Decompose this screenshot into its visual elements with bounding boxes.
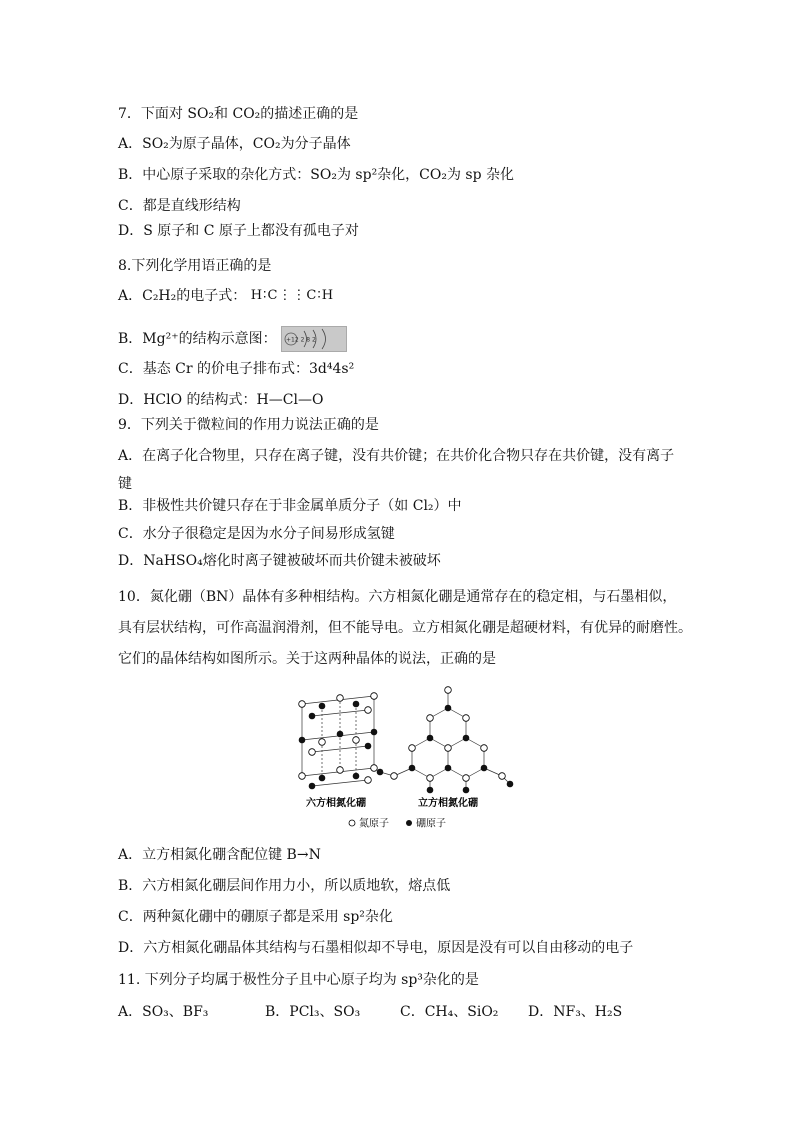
q9-option-a: A．在离子化合物里，只存在离子键，没有共价键；在共价化合物只存在共价键，没有离子键 xyxy=(118,448,675,492)
hex-bn-label: 六方相氮化硼 xyxy=(306,798,366,809)
q9-option-c: C．水分子很稳定是因为水分子间易形成氢键 xyxy=(118,526,395,542)
mg-ion-structure-diagram xyxy=(281,326,347,352)
nitrogen-legend-icon xyxy=(349,820,355,826)
q8-option-b-prefix: B．Mg²⁺的结构示意图： xyxy=(118,331,277,347)
acetylene-electron-formula: H∶C⋮⋮C∶H xyxy=(250,288,335,303)
q10-stem-line1: 10．氮化硼（BN）晶体有多种相结构。六方相氮化硼是通常存在的稳定相，与石墨相似， xyxy=(118,589,677,605)
boron-legend-label: 硼原子 xyxy=(416,818,446,830)
q9-option-d: D．NaHSO₄熔化时离子键被破坏而共价键未被破坏 xyxy=(118,553,441,569)
cubic-bn-label: 立方相氮化硼 xyxy=(418,798,478,809)
boron-legend-icon xyxy=(406,820,412,826)
q8-option-c: C．基态 Cr 的价电子排布式：3d⁴4s² xyxy=(118,361,355,377)
q9-stem: 9．下列关于微粒间的作用力说法正确的是 xyxy=(118,417,379,433)
nitrogen-legend-label: 氮原子 xyxy=(359,818,389,830)
q8-stem: 8.下列化学用语正确的是 xyxy=(118,258,272,274)
q11-option-b: B．PCl₃、SO₃ xyxy=(265,1004,361,1020)
q11-option-d: D．NF₃、H₂S xyxy=(528,1004,623,1020)
q10-stem-line3: 它们的晶体结构如图所示。关于这两种晶体的说法，正确的是 xyxy=(118,651,496,667)
q11-stem: 11. 下列分子均属于极性分子且中心原子均为 sp³杂化的是 xyxy=(118,972,479,988)
crystal-diagrams xyxy=(284,676,514,834)
q10-option-c: C．两种氮化硼中的硼原子都是采用 sp²杂化 xyxy=(118,909,393,925)
q8-option-d: D．HClO 的结构式：H—Cl—O xyxy=(118,392,324,408)
q7-option-b: B．中心原子采取的杂化方式：SO₂为 sp²杂化，CO₂为 sp 杂化 xyxy=(118,167,515,183)
q10-option-a: A．立方相氮化硼含配位键 B→N xyxy=(118,847,321,863)
q10-stem-line2: 具有层状结构，可作高温润滑剂，但不能导电。立方相氮化硼是超硬材料，有优异的耐磨性。 xyxy=(118,620,692,636)
q10-option-d: D．六方相氮化硼晶体其结构与石墨相似却不导电，原因是没有可以自由移动的电子 xyxy=(118,940,634,956)
q7-option-d: D．S 原子和 C 原子上都没有孤电子对 xyxy=(118,223,359,239)
q7-option-c: C．都是直线形结构 xyxy=(118,198,241,214)
q7-stem: 7．下面对 SO₂和 CO₂的描述正确的是 xyxy=(118,106,359,122)
mg-diagram-text: +12 2 8 2 xyxy=(286,336,316,344)
bn-crystal-structure-figure xyxy=(284,676,514,834)
q8-option-a xyxy=(118,286,334,306)
q11-option-a: A．SO₃、BF₃ xyxy=(118,1004,209,1020)
q11-option-c: C．CH₄、SiO₂ xyxy=(400,1004,499,1020)
q10-option-b: B．六方相氮化硼层间作用力小，所以质地软，熔点低 xyxy=(118,878,451,894)
q9-option-b: B．非极性共价键只存在于非金属单质分子（如 Cl₂）中 xyxy=(118,498,462,514)
q7-option-a: A．SO₂为原子晶体，CO₂为分子晶体 xyxy=(118,136,351,152)
q8-option-b xyxy=(118,326,347,352)
cubic-atoms xyxy=(377,687,514,794)
q8-option-a-prefix: A．C₂H₂的电子式： xyxy=(118,288,247,304)
